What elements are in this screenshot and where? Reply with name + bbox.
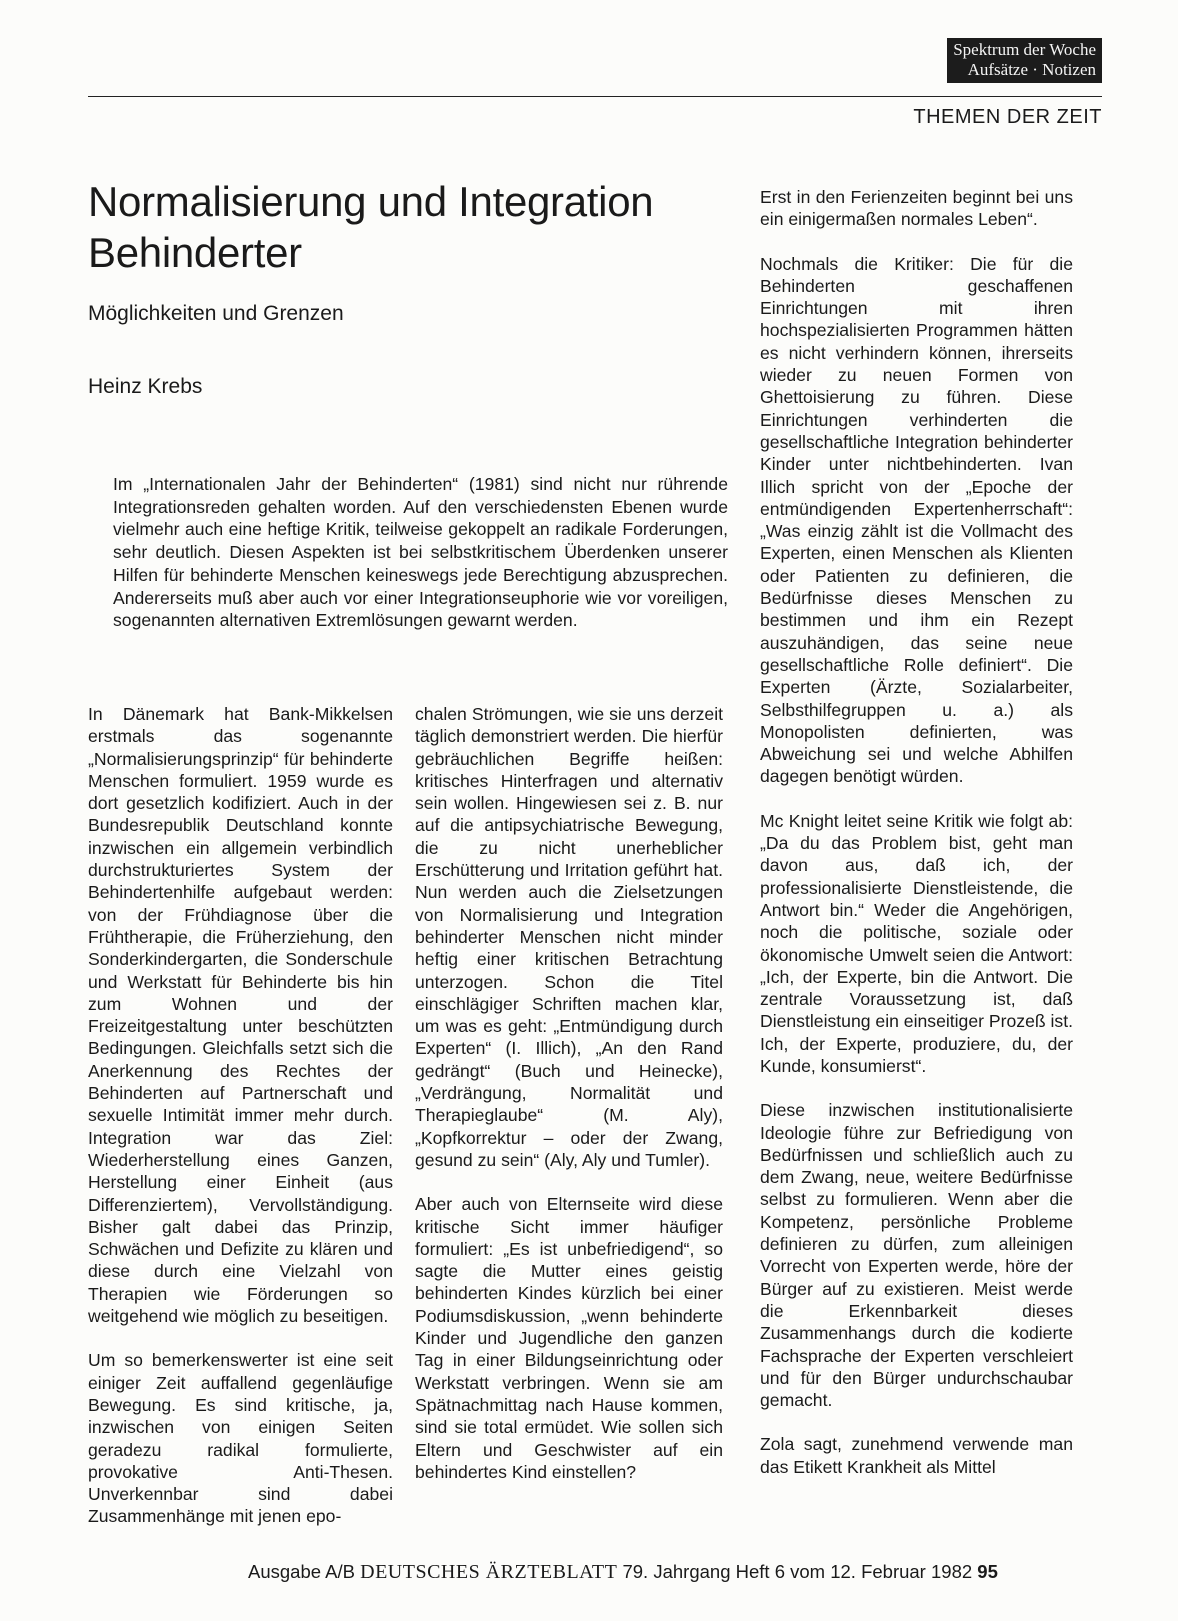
paragraph: Nochmals die Kritiker: Die für die Behinderten geschaffenen Einrichtungen mit ihren hochspezialisierten Programmen hätten es nicht verhindern können, ihrerseits wieder zu neuen Formen von Ghettoisierung zu führen. Diese Einrichtungen verhinderten die gesellschaftliche Integration behinderter Kinder unter nichtbehinderten. Ivan Illich spricht von der „Epoche der entmündigenden Expertenherrschaft“: „Was einzig zählt ist die Vollmacht des Experten, einen Menschen als Klienten oder Patienten zu definieren, die Bedürfnisse dieses Menschen zu bestimmen und ihm ein Rezept auszuhändigen, das seine neue gesellschaftliche Rolle definiert“. Die Experten (Ärzte, Sozialarbeiter, Selbsthilfegruppen u. a.) als Monopolisten definierten, was Abweichung sei und welche Abhilfen dagegen benötigt würden.: [760, 253, 1073, 787]
badge-line-1: Spektrum der Woche: [953, 40, 1096, 59]
paragraph: Zola sagt, zunehmend verwende man das Etikett Krankheit als Mittel: [760, 1434, 1073, 1477]
text-column-2: [415, 703, 723, 1483]
article-title: Normalisierung und Integration Behinderter: [88, 178, 654, 276]
footer-issue: 79. Jahrgang Heft 6 vom 12. Februar 1982: [622, 1561, 973, 1582]
paragraph: Mc Knight leitet seine Kritik wie folgt ab: „Da du das Problem bist, geht man davon aus, daß ich, der professionalisierte Dienstleistende, die Antwort bin.“ Weder die Angehörigen, noch die politische, soziale oder ökonomische Umwelt seien die Antwort: „Ich, der Experte, bin die Antwort. Die zentrale Voraussetzung ist, daß Dienstleistung ein einseitiger Prozeß ist. Ich, der Experte, produziere, du, der Kunde, konsumierst“.: [760, 810, 1073, 1076]
article-subtitle: Möglichkeiten und Grenzen: [88, 302, 344, 325]
paragraph: chalen Strömungen, wie sie uns derzeit täglich demonstriert werden. Die hierfür gebräuchlichen Begriffe heißen: kritisches Hinterfragen und alternativ sein wollen. Hingewiesen sei z. B. nur auf die antipsychiatrische Bewegung, die zu nicht unerheblicher Erschütterung und Irritation geführt hat. Nun werden auch die Zielsetzungen von Normalisierung und Integration behinderter Menschen nicht minder heftig einer kritischen Betrachtung unterzogen. Schon die Titel einschlägiger Schriften machen klar, um was es geht: „Entmündigung durch Experten“ (I. Illich), „An den Rand gedrängt“ (Buch und Heinecke), „Verdrängung, Normalität und Therapieglaube“ (M. Aly), „Kopfkorrektur – oder der Zwang, gesund zu sein“ (Aly, Aly und Tumler).: [415, 704, 723, 1170]
article-author: Heinz Krebs: [88, 375, 203, 398]
footer-edition: Ausgabe A/B: [248, 1561, 355, 1582]
page-footer: [248, 1561, 998, 1584]
section-label: THEMEN DER ZEIT: [913, 106, 1102, 128]
paragraph: Erst in den Ferienzeiten beginnt bei uns ein einigermaßen normales Leben“.: [760, 187, 1073, 230]
paragraph: Um so bemerkenswerter ist eine seit einiger Zeit auffallend gegenläufige Bewegung. Es sind kritische, ja, inzwischen von einigen Seiten geradezu radikal formulierte, provokative Anti-Thesen. Unverkennbar sind dabei Zusammenhänge mit jenen epo-: [88, 1350, 393, 1527]
paragraph: In Dänemark hat Bank-Mikkelsen erstmals das sogenannte „Normalisierungsprinzip“ für behinderte Menschen formuliert. 1959 wurde es dort gesetzlich kodifiziert. Auch in der Bundesrepublik Deutschland konnte inzwischen ein allgemein verbindlich durchstrukturiertes System der Behindertenhilfe aufgebaut werden: von der Frühdiagnose über die Frühtherapie, die Früherziehung, den Sonderkindergarten, die Sonderschule und Werkstatt für Behinderte bis hin zum Wohnen und der Freizeitgestaltung unter beschützten Bedingungen. Gleichfalls setzt sich die Anerkennung des Rechtes der Behinderten auf Partnerschaft und sexuelle Intimität immer mehr durch. Integration war das Ziel: Wiederherstellung eines Ganzen, Herstellung einer Einheit (aus Differenziertem), Vervollständigung. Bisher galt dabei das Prinzip, Schwächen und Defizite zu klären und diese durch eine Vielzahl von Therapien wie Förderungen so weitgehend wie möglich zu beseitigen.: [88, 704, 393, 1327]
footer-journal: DEUTSCHES ÄRZTEBLATT: [360, 1561, 618, 1583]
article-abstract: Im „Internationalen Jahr der Behinderten“ (1981) sind nicht nur rührende Integrationsreden gehalten worden. Auf den verschiedensten Ebenen wurde vielmehr auch eine heftige Kritik, teilweise gekoppelt an radikale Forderungen, sehr deutlich. Diesen Aspekten ist bei selbstkritischem Überdenken unserer Hilfen für behinderte Menschen keineswegs jede Berechtigung abzusprechen. Andererseits muß aber auch vor einer Integrationseuphorie wie vor voreiligen, sogenannten alternativen Extremlösungen gewarnt werden.: [113, 474, 728, 631]
header-rule: [88, 96, 1102, 97]
paragraph: Aber auch von Elternseite wird diese kritische Sicht immer häufiger formuliert: „Es ist unbefriedigend“, so sagte die Mutter eines geistig behinderten Kindes kürzlich bei einer Podiumsdiskussion, „wenn behinderte Kinder und Jugendliche den ganzen Tag in einer Bildungseinrichtung oder Werkstatt verbringen. Wenn sie am Spätnachmittag nach Hause kommen, sind sie total ermüdet. Wie sollen sich Eltern und Geschwister auf ein behindertes Kind einstellen?: [415, 1194, 723, 1482]
paragraph: Diese inzwischen institutionalisierte Ideologie führe zur Befriedigung von Bedürfnissen und schließlich auch zu dem Zwang, neue, weitere Bedürfnisse selbst zu formulieren. Wenn aber die Kompetenz, persönliche Probleme definieren zu dürfen, zum alleinigen Vorrecht von Experten werde, höre der Bürger auf zu existieren. Meist werde die Erkennbarkeit dieses Zusammenhangs durch die kodierte Fachsprache der Experten verschleiert und für den Bürger undurchschaubar gemacht.: [760, 1100, 1073, 1411]
text-column-1: [88, 703, 393, 1528]
badge-line-2: Aufsätze · Notizen: [967, 60, 1096, 79]
section-badge: [947, 38, 1102, 83]
text-column-3: [760, 186, 1073, 1478]
page-number: 95: [977, 1561, 998, 1582]
